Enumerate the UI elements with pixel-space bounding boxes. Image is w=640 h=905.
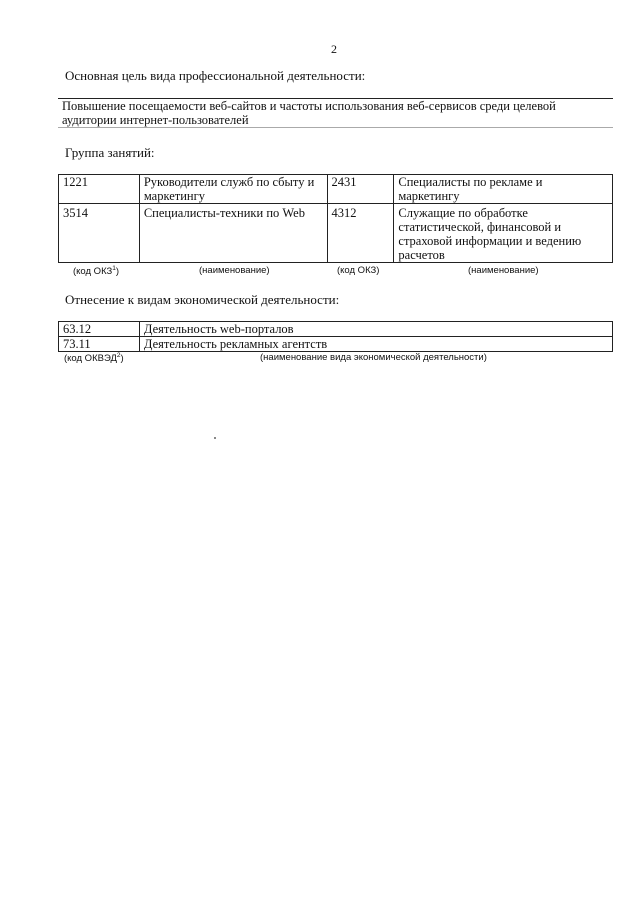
table-row — [59, 337, 613, 352]
activities-table — [58, 321, 613, 352]
okz-name-line: страховой информации и ведению — [398, 234, 582, 248]
okved-code-cell: 73.11 — [59, 337, 140, 352]
goal-line-1: Повышение посещаемости веб-сайтов и частоты использования веб-сервисов среди целевой — [62, 99, 556, 113]
okz-name-line: маркетингу — [398, 189, 460, 203]
okved-code-cell: 63.12 — [59, 322, 140, 337]
okz-name-line: Руководители служб по сбыту и — [143, 175, 315, 189]
okz-code-cell: 4312 — [327, 204, 394, 263]
okved-code-caption: (код ОКВЭД$^2$) — [64, 352, 124, 365]
okz-name-line: расчетов — [398, 248, 445, 262]
okz-code-cell: 1221 — [59, 175, 140, 204]
activities-heading: Отнесение к видам экономической деятельности: — [65, 292, 340, 307]
occupations-heading: Группа занятий: — [65, 145, 155, 160]
page-number: 2 — [331, 42, 337, 56]
okved-name-cell: Деятельность web-порталов — [139, 322, 612, 337]
occupations-table — [58, 174, 613, 263]
table-row — [59, 204, 613, 263]
okz-code-cell: 2431 — [327, 175, 394, 204]
okz-name-line: Специалисты по рекламе и — [398, 175, 543, 189]
goal-heading: Основная цель вида профессиональной деятельности: — [65, 68, 366, 83]
table-row — [59, 175, 613, 204]
okz-name-cell — [139, 175, 327, 204]
okz-code-caption: (код ОКЗ$^1$) — [73, 265, 120, 278]
okz-name-cell — [394, 175, 613, 204]
okz-code-cell: 3514 — [59, 204, 140, 263]
okz-name-cell — [139, 204, 327, 263]
okved-name-cell: Деятельность рекламных агентств — [139, 337, 612, 352]
okz-name-line: Служащие по обработке — [398, 206, 528, 220]
goal-line-2: аудитории интернет-пользователей — [62, 113, 249, 127]
okz-name-caption: (наименование) — [199, 265, 270, 276]
okz-name-line: маркетингу — [143, 189, 205, 203]
scan-speck — [214, 437, 216, 439]
okz-code-caption-2: (код ОКЗ) — [337, 265, 380, 276]
okz-name-line: Специалисты-техники по Web — [143, 206, 305, 220]
okz-name-line: статистической, финансовой и — [398, 220, 562, 234]
okz-name-caption-2: (наименование) — [468, 265, 539, 276]
goal-box — [58, 98, 613, 128]
okz-name-cell — [394, 204, 613, 263]
okved-name-caption: (наименование вида экономической деятельности) — [260, 352, 487, 363]
table-row — [59, 322, 613, 337]
